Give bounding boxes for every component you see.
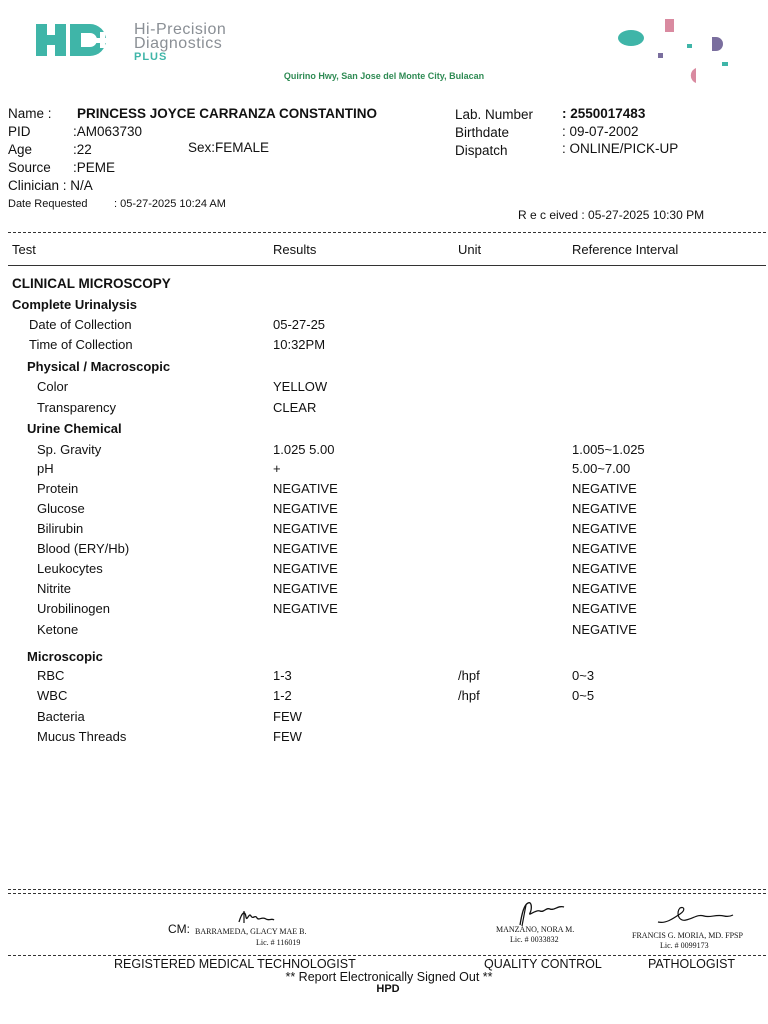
subsection-title: Complete Urinalysis (12, 297, 137, 312)
test-unit: /hpf (458, 668, 480, 683)
divider-signature (8, 955, 766, 956)
brand-name-line1: Hi-Precision (134, 21, 227, 38)
birthdate-value: : 09-07-2002 (562, 124, 639, 139)
col-header-reference: Reference Interval (572, 242, 679, 257)
patient-name: PRINCESS JOYCE CARRANZA CONSTANTINO (77, 106, 378, 121)
role-medtech: REGISTERED MEDICAL TECHNOLOGIST (114, 957, 356, 971)
test-result: NEGATIVE (273, 541, 338, 556)
brand-name-plus: PLUS (134, 51, 168, 63)
lab-number-value: : 2550017483 (562, 106, 646, 121)
collection-time-value: 10:32PM (273, 337, 326, 352)
pid-label: PID (8, 124, 31, 139)
name-label: Name : (8, 106, 52, 121)
col-header-test: Test (12, 242, 36, 257)
signed-out-note: ** Report Electronically Signed Out ** (285, 970, 493, 984)
source-label: Source (8, 160, 51, 175)
collection-date-label: Date of Collection (29, 317, 132, 332)
test-result: NEGATIVE (273, 601, 338, 616)
test-result: NEGATIVE (273, 481, 338, 496)
divider-header (8, 265, 766, 266)
test-name: Color (37, 379, 69, 394)
test-result: CLEAR (273, 400, 317, 415)
test-reference: 1.005~1.025 (572, 442, 645, 457)
medtech-name: BARRAMEDA, GLACY MAE B. (195, 927, 307, 936)
test-reference: NEGATIVE (572, 601, 637, 616)
test-reference: 0~5 (572, 688, 595, 703)
role-quality-control: QUALITY CONTROL (484, 957, 602, 971)
brand-name-line2: Diagnostics (134, 35, 223, 52)
test-name: Glucose (37, 501, 85, 516)
age-label: Age (8, 142, 33, 157)
test-name: Bacteria (37, 709, 85, 724)
divider-footer-2 (8, 893, 766, 894)
test-result: NEGATIVE (273, 521, 338, 536)
test-reference: NEGATIVE (572, 521, 637, 536)
collection-time-label: Time of Collection (29, 337, 133, 352)
group-title-chemical: Urine Chemical (27, 421, 122, 436)
group-title-microscopic: Microscopic (27, 649, 103, 664)
test-name: Sp. Gravity (37, 442, 102, 457)
test-name: Mucus Threads (37, 729, 127, 744)
report-code: HPD (376, 983, 400, 995)
hpd-logo (36, 20, 118, 60)
test-name: Urobilinogen (37, 601, 110, 616)
role-pathologist: PATHOLOGIST (648, 957, 736, 971)
test-unit: /hpf (458, 688, 480, 703)
collection-date-value: 05-27-25 (273, 317, 326, 332)
test-result: YELLOW (273, 379, 328, 394)
test-reference: NEGATIVE (572, 541, 637, 556)
test-reference: NEGATIVE (572, 481, 637, 496)
decorative-dots-graphic (610, 16, 740, 86)
dispatch-value: : ONLINE/PICK-UP (562, 141, 679, 156)
test-result: FEW (273, 729, 302, 744)
test-name: Ketone (37, 622, 79, 637)
test-result: NEGATIVE (273, 581, 338, 596)
qc-name: MANZANO, NORA M. (496, 925, 575, 934)
qc-signature-icon (514, 899, 574, 927)
pathologist-name: FRANCIS G. MORIA, MD. FPSP (632, 931, 743, 940)
group-title-physical: Physical / Macroscopic (27, 359, 171, 374)
test-result: 1-3 (273, 668, 292, 683)
test-reference: 0~3 (572, 668, 595, 683)
divider-footer-1 (8, 889, 766, 890)
birthdate-label: Birthdate (455, 125, 510, 140)
cm-label: CM: (168, 922, 190, 936)
test-name: Leukocytes (37, 561, 103, 576)
col-header-results: Results (273, 242, 317, 257)
test-result: 1-2 (273, 688, 292, 703)
date-requested-label: Date Requested (8, 198, 88, 210)
clinic-address: Quirino Hwy, San Jose del Monte City, Bulacan (283, 71, 485, 81)
date-requested-value: : 05-27-2025 10:24 AM (114, 198, 226, 210)
received-datetime: R e c eived : 05-27-2025 10:30 PM (518, 208, 705, 222)
pathologist-signature-icon (654, 904, 734, 928)
test-name: Bilirubin (37, 521, 84, 536)
medtech-license: Lic. # 116019 (256, 938, 301, 947)
test-name: Protein (37, 481, 79, 496)
sex-value: Sex:FEMALE (188, 140, 270, 155)
test-result: NEGATIVE (273, 561, 338, 576)
test-reference: 5.00~7.00 (572, 461, 631, 476)
source-value: :PEME (73, 160, 116, 175)
test-reference: NEGATIVE (572, 622, 637, 637)
test-reference: NEGATIVE (572, 581, 637, 596)
dispatch-label: Dispatch (455, 143, 508, 158)
test-result: 1.025 5.00 (273, 442, 335, 457)
lab-number-label: Lab. Number (455, 107, 534, 122)
test-name: RBC (37, 668, 65, 683)
col-header-unit: Unit (458, 242, 482, 257)
section-title: CLINICAL MICROSCOPY (12, 276, 171, 291)
test-name: WBC (37, 688, 68, 703)
test-name: Blood (ERY/Hb) (37, 541, 130, 556)
test-result: + (273, 461, 281, 476)
clinician-value: Clinician : N/A (8, 178, 93, 193)
pathologist-license: Lic. # 0099173 (660, 941, 709, 950)
test-result: NEGATIVE (273, 501, 338, 516)
divider-top (8, 232, 766, 233)
medtech-signature-icon (236, 908, 276, 926)
test-name: Nitrite (37, 581, 71, 596)
test-name: Transparency (37, 400, 116, 415)
test-result: FEW (273, 709, 302, 724)
test-reference: NEGATIVE (572, 501, 637, 516)
test-name: pH (37, 461, 54, 476)
age-value: :22 (73, 142, 92, 157)
pid-value: :AM063730 (73, 124, 143, 139)
qc-license: Lic. # 0033832 (510, 935, 559, 944)
test-reference: NEGATIVE (572, 561, 637, 576)
